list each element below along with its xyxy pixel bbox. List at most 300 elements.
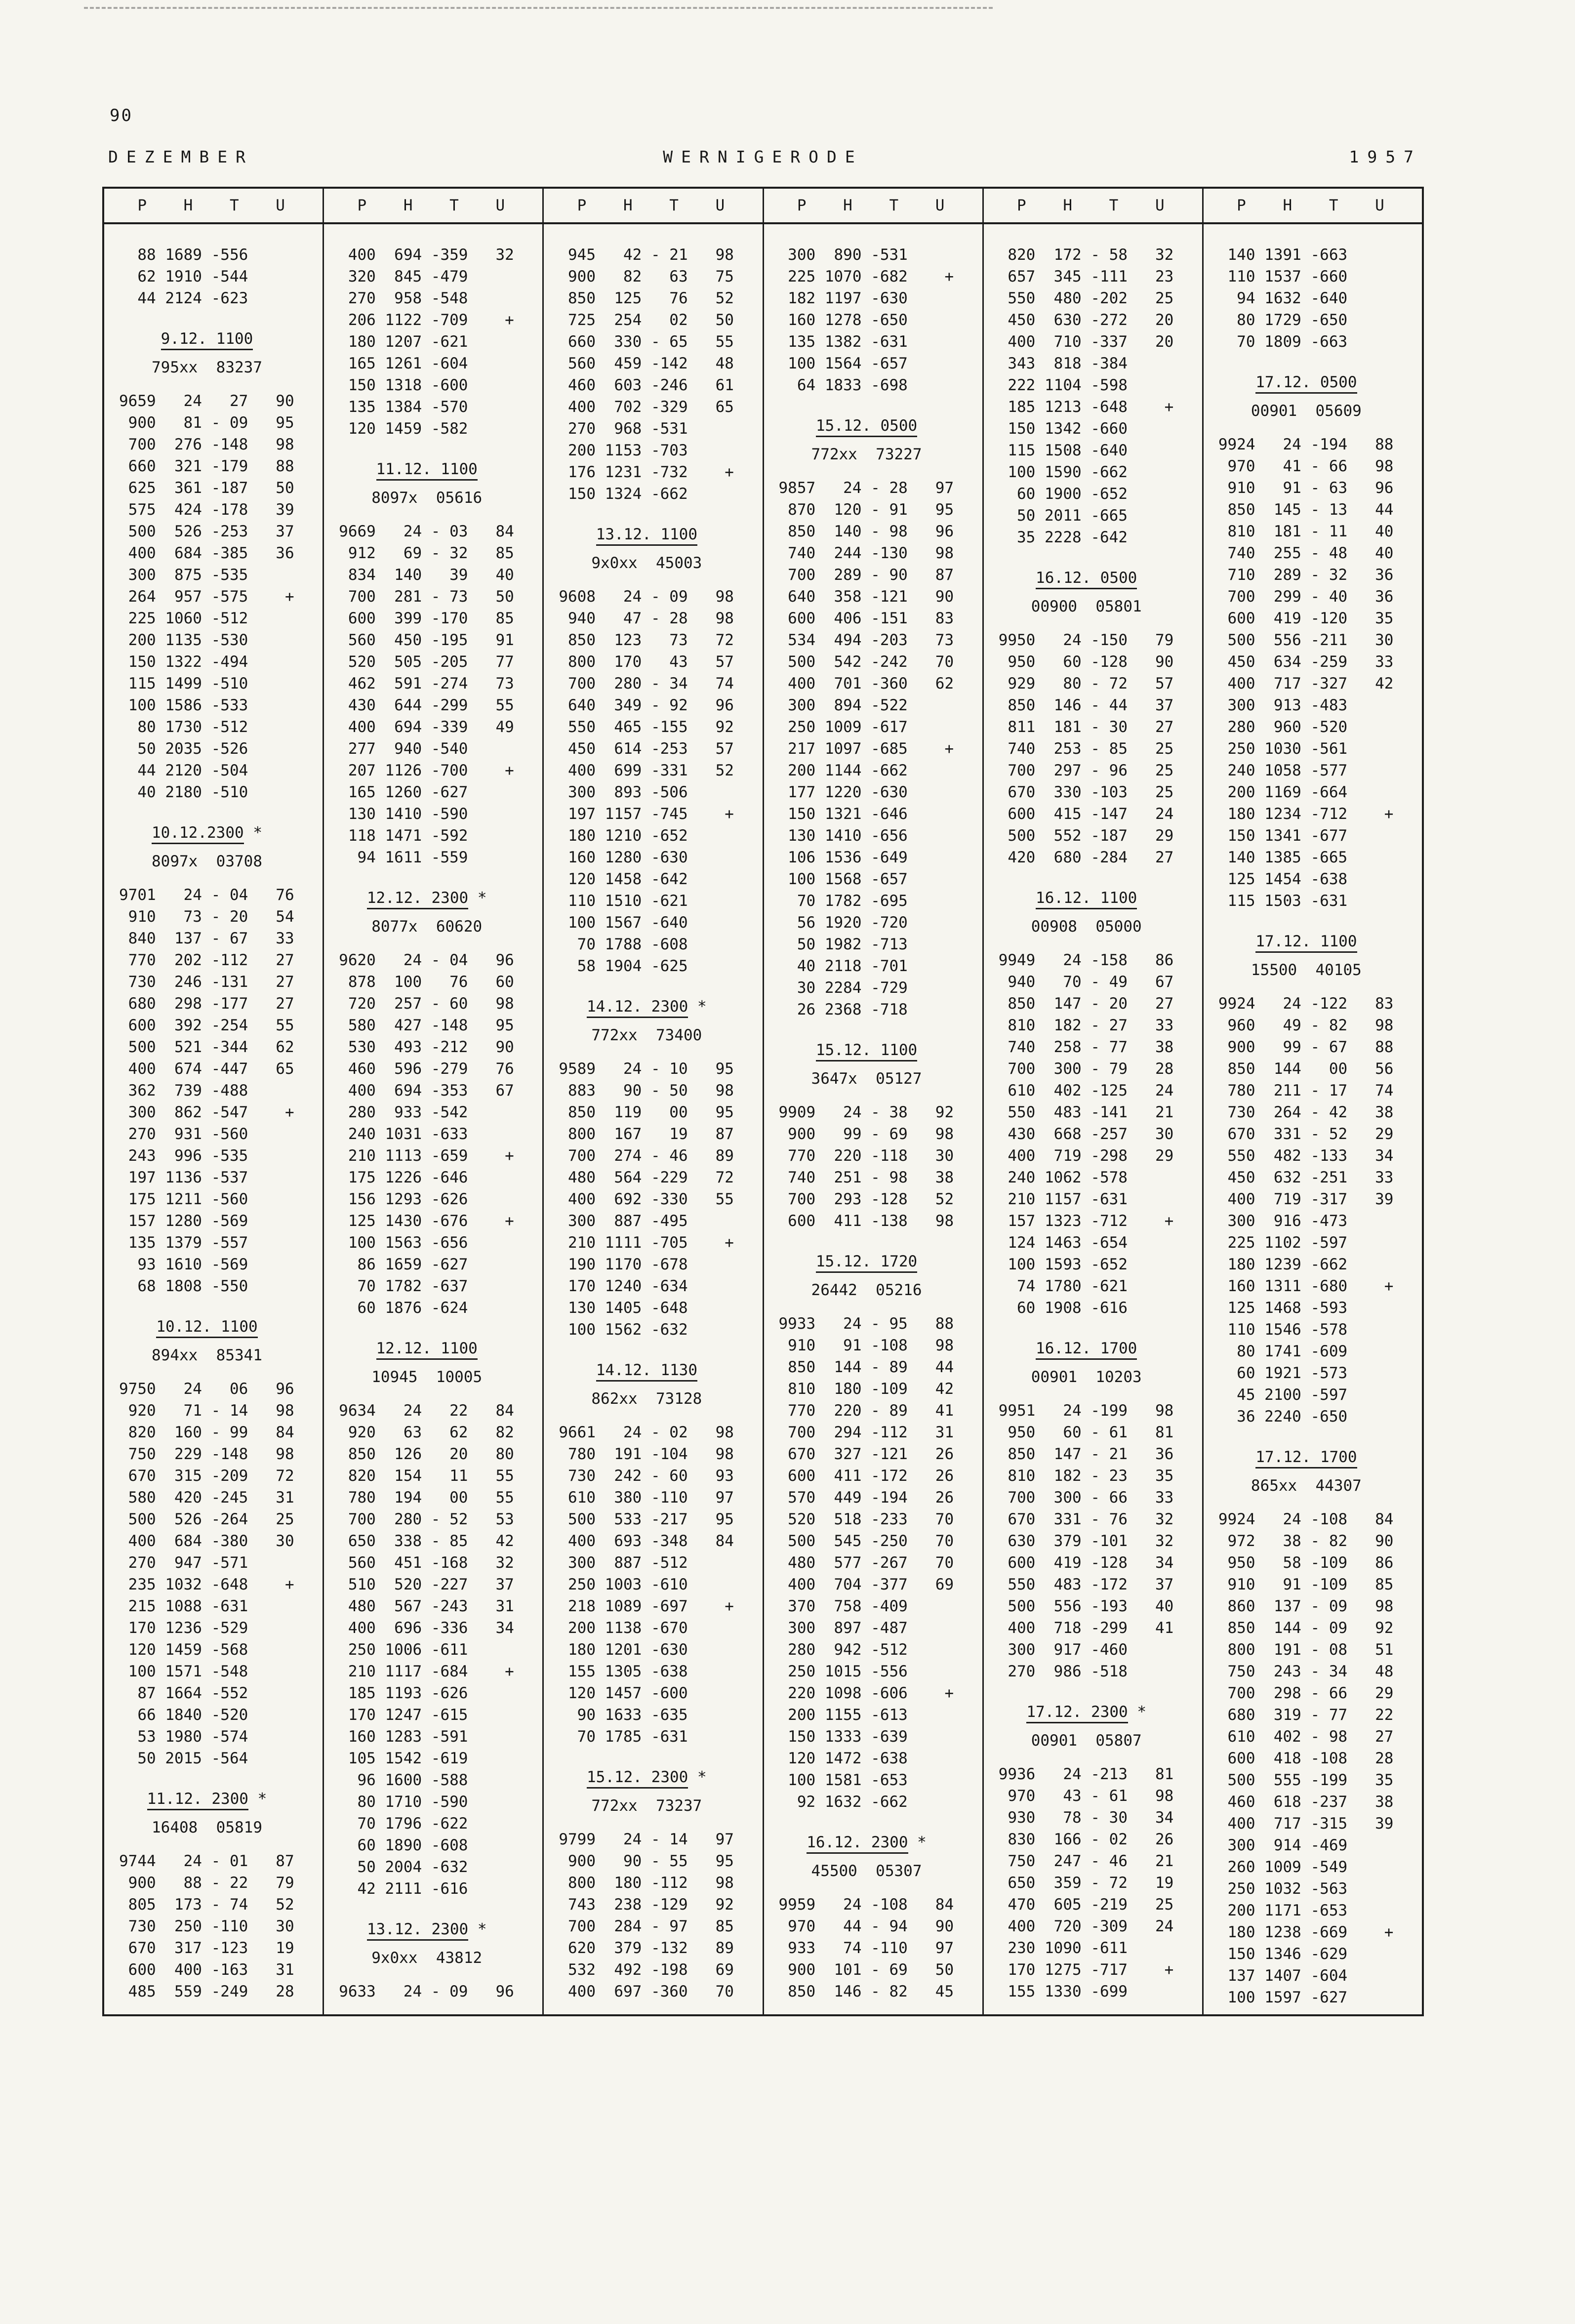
station-id: 894xx 85341	[152, 1346, 262, 1364]
data-row: 700 284 - 97 85	[559, 1917, 734, 1935]
data-row: 125 1430 -676 +	[339, 1212, 514, 1230]
data-row: 860 137 - 09 98	[1218, 1597, 1394, 1615]
data-row: 182 1197 -630	[778, 289, 908, 307]
data-row: 900 99 - 69 98	[778, 1125, 954, 1143]
data-row: 770 202 -112 27	[119, 951, 294, 969]
data-row: 264 957 -575 +	[119, 588, 294, 606]
data-row: 45 2100 -597	[1218, 1386, 1348, 1404]
data-row: 740 251 - 98 38	[778, 1169, 954, 1186]
data-row: 56 1920 -720	[778, 914, 908, 932]
station-id: 00901 05609	[1251, 402, 1362, 420]
data-row: 150 1342 -660	[998, 420, 1128, 438]
data-row: 400 694 -339 49	[339, 718, 514, 736]
data-row: 600 418 -108 28	[1218, 1750, 1394, 1767]
data-row: 650 359 - 72 19	[998, 1874, 1174, 1892]
data-row: 300 890 -531	[778, 246, 908, 264]
data-row: 700 300 - 66 33	[998, 1489, 1174, 1507]
data-row: 9701 24 - 04 76	[119, 886, 294, 904]
data-row: 200 1138 -670	[559, 1619, 688, 1637]
data-row: 120 1472 -638	[778, 1750, 908, 1767]
data-row: 35 2228 -642	[998, 529, 1128, 546]
data-row: 200 1144 -662	[778, 762, 908, 779]
sounding-date-time: 17.12. 1100	[1255, 933, 1357, 953]
data-row: 150 1333 -639	[778, 1728, 908, 1746]
data-row: 730 250 -110 30	[119, 1917, 294, 1935]
data-row: 9799 24 - 14 97	[559, 1831, 734, 1848]
data-row: 700 293 -128 52	[778, 1190, 954, 1208]
column-header-phtu: P H T U	[1218, 197, 1384, 214]
sounding-date-time: 17.12. 1700	[1255, 1448, 1357, 1468]
data-row: 770 220 - 89 41	[778, 1402, 954, 1420]
data-row: 9634 24 22 84	[339, 1402, 514, 1420]
sounding-title	[339, 1918, 515, 1940]
data-row: 120 1459 -582	[339, 420, 468, 438]
station-id: 865xx 44307	[1251, 1477, 1362, 1495]
page-header	[102, 147, 1424, 169]
data-row: 600 419 -120 35	[1218, 610, 1394, 627]
data-row: 180 1238 -669 +	[1218, 1923, 1394, 1941]
data-row: 900 99 - 67 88	[1218, 1038, 1394, 1056]
data-row: 100 1562 -632	[559, 1321, 688, 1339]
data-row: 400 717 -327 42	[1218, 675, 1394, 693]
data-row: 250 1009 -617	[778, 718, 908, 736]
data-row: 70 1782 -695	[778, 892, 908, 910]
data-row: 60 1921 -573	[1218, 1364, 1348, 1382]
page-number: 90	[110, 106, 133, 125]
data-row: 600 406 -151 83	[778, 610, 954, 627]
table-column	[544, 224, 764, 2014]
sounding-title	[1218, 1446, 1394, 1468]
data-row: 700 274 - 46 89	[559, 1147, 734, 1165]
data-row: 130 1410 -656	[778, 827, 908, 845]
data-row: 480 564 -229 72	[559, 1169, 734, 1186]
column-header-phtu: P H T U	[764, 189, 984, 222]
sounding-date-time: 14.12. 2300	[587, 998, 688, 1018]
data-row: 450 614 -253 57	[559, 740, 734, 758]
data-row: 94 1611 -559	[339, 849, 468, 866]
data-row: 575 424 -178 39	[119, 501, 294, 519]
data-row: 500 533 -217 95	[559, 1510, 734, 1528]
sounding-title	[1218, 371, 1394, 393]
data-row: 250 1032 -563	[1218, 1880, 1348, 1898]
scan-artifact	[84, 7, 993, 9]
data-row: 800 167 19 87	[559, 1125, 734, 1143]
data-row: 970 41 - 66 98	[1218, 457, 1394, 475]
star-flag: *	[688, 998, 707, 1016]
data-row: 660 330 - 65 55	[559, 333, 734, 351]
data-row: 500 542 -242 70	[778, 653, 954, 671]
data-row: 100 1564 -657	[778, 355, 908, 372]
data-row: 820 154 11 55	[339, 1467, 514, 1485]
data-row: 600 392 -254 55	[119, 1017, 294, 1034]
data-row: 9633 24 - 09 96	[339, 1983, 514, 2000]
data-row: 343 818 -384	[998, 355, 1128, 372]
data-row: 92 1632 -662	[778, 1793, 908, 1811]
data-row: 550 483 -141 21	[998, 1103, 1174, 1121]
data-row: 225 1102 -597	[1218, 1234, 1348, 1252]
data-row: 280 933 -542	[339, 1103, 468, 1121]
data-row: 600 399 -170 85	[339, 610, 514, 627]
data-row: 940 47 - 28 98	[559, 610, 734, 627]
data-row: 400 704 -377 69	[778, 1576, 954, 1593]
data-row: 470 605 -219 25	[998, 1896, 1174, 1914]
data-row: 680 319 - 77 22	[1218, 1706, 1394, 1724]
data-row: 450 630 -272 20	[998, 311, 1174, 329]
data-row: 218 1089 -697 +	[559, 1597, 734, 1615]
table-body	[104, 224, 1422, 2014]
data-row: 170 1240 -634	[559, 1277, 688, 1295]
data-row: 225 1060 -512	[119, 610, 248, 627]
station-id: 862xx 73128	[591, 1390, 702, 1408]
data-row: 670 315 -209 72	[119, 1467, 294, 1485]
sounding-title	[339, 887, 515, 909]
data-row: 430 668 -257 30	[998, 1125, 1174, 1143]
data-row: 912 69 - 32 85	[339, 544, 514, 562]
data-row: 210 1157 -631	[998, 1190, 1128, 1208]
data-row: 830 166 - 02 26	[998, 1831, 1174, 1848]
data-row: 750 229 -148 98	[119, 1445, 294, 1463]
data-row: 157 1323 -712 +	[998, 1212, 1174, 1230]
station-id: 00908 05000	[1031, 918, 1142, 936]
data-row: 9608 24 - 09 98	[559, 588, 734, 606]
sounding-date-time: 15.12. 2300	[587, 1768, 688, 1789]
data-row: 972 38 - 82 90	[1218, 1532, 1394, 1550]
data-row: 115 1503 -631	[1218, 892, 1348, 910]
data-row: 165 1261 -604	[339, 355, 468, 372]
column-header-phtu: P H T U	[324, 189, 544, 222]
data-row: 200 1153 -703	[559, 442, 688, 459]
data-row: 420 680 -284 27	[998, 849, 1174, 866]
data-row: 780 194 00 55	[339, 1489, 514, 1507]
data-row: 400 684 -385 36	[119, 544, 294, 562]
data-row: 700 276 -148 98	[119, 436, 294, 453]
data-row: 450 632 -251 33	[1218, 1169, 1394, 1186]
data-row: 277 940 -540	[339, 740, 468, 758]
data-row: 180 1210 -652	[559, 827, 688, 845]
station-id: 9x0xx 45003	[591, 554, 702, 572]
data-row: 900 81 - 09 95	[119, 414, 294, 432]
sounding-title	[559, 1359, 734, 1381]
data-row: 160 1283 -591	[339, 1728, 468, 1746]
data-row: 970 43 - 61 98	[998, 1787, 1174, 1805]
data-row: 810 182 - 27 33	[998, 1017, 1174, 1034]
data-row: 9857 24 - 28 97	[778, 479, 954, 497]
data-row: 42 2111 -616	[339, 1880, 468, 1898]
data-row: 740 253 - 85 25	[998, 740, 1174, 758]
data-row: 570 449 -194 26	[778, 1489, 954, 1507]
data-row: 160 1280 -630	[559, 849, 688, 866]
data-row: 9949 24 -158 86	[998, 951, 1174, 969]
data-row: 260 1009 -549	[1218, 1858, 1348, 1876]
data-row: 125 1468 -593	[1218, 1299, 1348, 1317]
sounding-title	[779, 1039, 955, 1061]
data-row: 60 1908 -616	[998, 1299, 1128, 1317]
data-row: 150 1346 -629	[1218, 1945, 1348, 1963]
data-row: 150 1341 -677	[1218, 827, 1348, 845]
sounding-date-time: 17.12. 0500	[1255, 373, 1357, 394]
data-row: 400 684 -380 30	[119, 1532, 294, 1550]
data-row: 800 191 - 08 51	[1218, 1641, 1394, 1659]
data-row: 883 90 - 50 98	[559, 1082, 734, 1100]
data-row: 800 170 43 57	[559, 653, 734, 671]
data-row: 270 931 -560	[119, 1125, 248, 1143]
data-row: 550 483 -172 37	[998, 1576, 1174, 1593]
data-row: 805 173 - 74 52	[119, 1896, 294, 1914]
data-row: 230 1090 -611	[998, 1939, 1128, 1957]
data-row: 185 1213 -648 +	[998, 398, 1174, 416]
data-row: 900 88 - 22 79	[119, 1874, 294, 1892]
data-row: 750 247 - 46 21	[998, 1852, 1174, 1870]
data-row: 280 942 -512	[778, 1641, 908, 1659]
sounding-date-time: 12.12. 2300	[367, 889, 468, 909]
data-row: 400 674 -447 65	[119, 1060, 294, 1078]
data-row: 945 42 - 21 98	[559, 246, 734, 264]
star-flag: *	[243, 824, 262, 842]
data-row: 70 1788 -608	[559, 936, 688, 953]
data-row: 200 1135 -530	[119, 631, 248, 649]
data-row: 180 1201 -630	[559, 1641, 688, 1659]
star-flag: *	[468, 889, 487, 907]
sounding-title	[999, 567, 1174, 589]
data-row: 86 1659 -627	[339, 1256, 468, 1273]
data-row: 300 875 -535	[119, 566, 248, 584]
data-row: 850 140 - 98 96	[778, 523, 954, 540]
data-row: 630 379 -101 32	[998, 1532, 1174, 1550]
data-row: 9959 24 -108 84	[778, 1896, 954, 1914]
data-row: 700 299 - 40 36	[1218, 588, 1394, 606]
data-row: 500 556 -211 30	[1218, 631, 1394, 649]
data-row: 970 44 - 94 90	[778, 1917, 954, 1935]
sounding-date-time: 10.12.2300	[152, 824, 244, 844]
data-row: 900 82 63 75	[559, 268, 734, 285]
data-row: 94 1632 -640	[1218, 289, 1348, 307]
data-row: 240 1031 -633	[339, 1125, 468, 1143]
data-row: 550 482 -133 34	[1218, 1147, 1394, 1165]
data-row: 550 465 -155 92	[559, 718, 734, 736]
data-row: 810 182 - 23 35	[998, 1467, 1174, 1485]
data-row: 834 140 39 40	[339, 566, 514, 584]
data-row: 50 2015 -564	[119, 1750, 248, 1767]
data-row: 850 146 - 82 45	[778, 1983, 954, 2000]
data-row: 900 90 - 55 95	[559, 1852, 734, 1870]
data-row: 600 419 -128 34	[998, 1554, 1174, 1572]
data-row: 180 1207 -621	[339, 333, 468, 351]
year-label: 1957	[1349, 147, 1422, 166]
data-row: 600 400 -163 31	[119, 1961, 294, 1979]
data-row: 532 492 -198 69	[559, 1961, 734, 1979]
sounding-title	[779, 1832, 955, 1853]
sounding-date-time: 16.12. 1700	[1036, 1340, 1137, 1360]
data-row: 700 281 - 73 50	[339, 588, 514, 606]
data-row: 850 147 - 21 36	[998, 1445, 1174, 1463]
data-row: 400 694 -353 67	[339, 1082, 514, 1100]
data-row: 9933 24 - 95 88	[778, 1315, 954, 1333]
data-row: 700 298 - 66 29	[1218, 1684, 1394, 1702]
sounding-date-time: 11.12. 2300	[147, 1790, 248, 1810]
data-row: 580 420 -245 31	[119, 1489, 294, 1507]
data-row: 740 258 - 77 38	[998, 1038, 1174, 1056]
data-row: 720 257 - 60 98	[339, 995, 514, 1013]
data-row: 100 1593 -652	[998, 1256, 1128, 1273]
data-row: 157 1280 -569	[119, 1212, 248, 1230]
station-id: 8097x 03708	[152, 853, 262, 870]
data-row: 175 1211 -560	[119, 1190, 248, 1208]
data-row: 210 1117 -684 +	[339, 1663, 514, 1680]
data-row: 485 559 -249 28	[119, 1983, 294, 2000]
data-row: 534 494 -203 73	[778, 631, 954, 649]
data-row: 530 493 -212 90	[339, 1038, 514, 1056]
data-row: 700 280 - 52 53	[339, 1510, 514, 1528]
sounding-date-time: 15.12. 0500	[816, 417, 917, 437]
sounding-date-time: 15.12. 1100	[816, 1041, 917, 1061]
data-row: 270 958 -548	[339, 289, 468, 307]
data-row: 660 321 -179 88	[119, 457, 294, 475]
data-row: 115 1508 -640	[998, 442, 1128, 459]
data-row: 60 1890 -608	[339, 1836, 468, 1854]
data-row: 58 1904 -625	[559, 957, 688, 975]
data-row: 150 1322 -494	[119, 653, 248, 671]
data-row: 190 1170 -678	[559, 1256, 688, 1273]
data-row: 80 1730 -512	[119, 718, 248, 736]
star-flag: *	[468, 1920, 487, 1938]
data-row: 640 349 - 92 96	[559, 696, 734, 714]
data-row: 200 1155 -613	[778, 1706, 908, 1724]
data-row: 176 1231 -732 +	[559, 463, 734, 481]
data-row: 300 893 -506	[559, 783, 688, 801]
sounding-date-time: 9.12. 1100	[161, 330, 253, 350]
data-row: 500 526 -264 25	[119, 1510, 294, 1528]
data-row: 210 1113 -659 +	[339, 1147, 514, 1165]
data-row: 270 968 -531	[559, 420, 688, 438]
data-row: 950 58 -109 86	[1218, 1554, 1394, 1572]
data-row: 910 91 -108 98	[778, 1337, 954, 1354]
data-row: 9924 24 -194 88	[1218, 436, 1394, 453]
data-row: 300 862 -547 +	[119, 1103, 294, 1121]
data-row: 400 697 -360 70	[559, 1983, 734, 2000]
data-row: 400 702 -329 65	[559, 398, 734, 416]
data-row: 610 380 -110 97	[559, 1489, 734, 1507]
data-row: 370 758 -409	[778, 1597, 908, 1615]
data-row: 700 300 - 79 28	[998, 1060, 1174, 1078]
data-row: 150 1321 -646	[778, 805, 908, 823]
data-row: 300 916 -473	[1218, 1212, 1348, 1230]
data-row: 560 451 -168 32	[339, 1554, 514, 1572]
data-row: 460 618 -237 38	[1218, 1793, 1394, 1811]
data-row: 929 80 - 72 57	[998, 675, 1174, 693]
data-row: 680 298 -177 27	[119, 995, 294, 1013]
data-row: 320 845 -479	[339, 268, 468, 285]
data-row: 115 1499 -510	[119, 675, 248, 693]
data-row: 74 1780 -621	[998, 1277, 1128, 1295]
station-id: 795xx 83237	[152, 359, 262, 376]
data-row: 124 1463 -654	[998, 1234, 1128, 1252]
data-row: 60 1900 -652	[998, 485, 1128, 503]
sounding-title	[1218, 931, 1394, 952]
data-row: 780 191 -104 98	[559, 1445, 734, 1463]
data-row: 400 692 -330 55	[559, 1190, 734, 1208]
data-row: 400 699 -331 52	[559, 762, 734, 779]
data-row: 933 74 -110 97	[778, 1939, 954, 1957]
column-header-phtu: P H T U	[984, 189, 1204, 222]
data-row: 550 480 -202 25	[998, 289, 1174, 307]
sounding-title	[999, 887, 1174, 909]
data-row: 64 1833 -698	[778, 376, 908, 394]
data-row: 44 2124 -623	[119, 289, 248, 307]
data-row: 200 1169 -664	[1218, 783, 1348, 801]
data-row: 90 1633 -635	[559, 1706, 688, 1724]
station-id: 9x0xx 43812	[371, 1949, 483, 1967]
data-row: 820 160 - 99 84	[119, 1424, 294, 1441]
data-row: 462 591 -274 73	[339, 675, 514, 693]
data-row: 710 289 - 32 36	[1218, 566, 1394, 584]
sounding-date-time: 13.12. 2300	[367, 1920, 468, 1941]
data-row: 30 2284 -729	[778, 979, 908, 997]
data-row: 850 145 - 13 44	[1218, 501, 1394, 519]
data-row: 600 411 -138 98	[778, 1212, 954, 1230]
sounding-date-time: 16.12. 2300	[807, 1834, 908, 1854]
data-row: 44 2120 -504	[119, 762, 248, 779]
data-row: 950 60 - 61 81	[998, 1424, 1174, 1441]
data-row: 500 526 -253 37	[119, 523, 294, 540]
data-row: 670 330 -103 25	[998, 783, 1174, 801]
data-row: 40 2118 -701	[778, 957, 908, 975]
data-row: 480 577 -267 70	[778, 1554, 954, 1572]
data-row: 811 181 - 30 27	[998, 718, 1174, 736]
data-row: 210 1111 -705 +	[559, 1234, 734, 1252]
column-header-phtu: P H T U	[544, 189, 764, 222]
data-row: 780 211 - 17 74	[1218, 1082, 1394, 1100]
data-row: 160 1278 -650	[778, 311, 908, 329]
data-row: 217 1097 -685 +	[778, 740, 954, 758]
data-row: 105 1542 -619	[339, 1750, 468, 1767]
data-row: 400 719 -298 29	[998, 1147, 1174, 1165]
data-row: 700 294 -112 31	[778, 1424, 954, 1441]
data-row: 820 172 - 58 32	[998, 246, 1174, 264]
data-row: 50 2004 -632	[339, 1858, 468, 1876]
data-row: 520 518 -233 70	[778, 1510, 954, 1528]
data-row: 9909 24 - 38 92	[778, 1103, 954, 1121]
data-row: 9620 24 - 04 96	[339, 951, 514, 969]
data-row: 165 1260 -627	[339, 783, 468, 801]
data-row: 80 1710 -590	[339, 1793, 468, 1811]
data-row: 9951 24 -199 98	[998, 1402, 1174, 1420]
data-row: 9750 24 06 96	[119, 1380, 294, 1398]
data-row: 670 331 - 76 32	[998, 1510, 1174, 1528]
data-row: 770 220 -118 30	[778, 1147, 954, 1165]
sounding-date-time: 13.12. 1100	[596, 526, 697, 546]
data-row: 670 327 -121 26	[778, 1445, 954, 1463]
data-row: 740 255 - 48 40	[1218, 544, 1394, 562]
data-row: 810 180 -109 42	[778, 1380, 954, 1398]
data-row: 9950 24 -150 79	[998, 631, 1174, 649]
data-row: 240 1058 -577	[1218, 762, 1348, 779]
data-row: 50 2035 -526	[119, 740, 248, 758]
data-row: 600 411 -172 26	[778, 1467, 954, 1485]
data-row: 400 693 -348 84	[559, 1532, 734, 1550]
data-row: 100 1590 -662	[998, 463, 1128, 481]
data-row: 362 739 -488	[119, 1082, 248, 1100]
data-row: 620 379 -132 89	[559, 1939, 734, 1957]
data-row: 110 1510 -621	[559, 892, 688, 910]
data-row: 100 1586 -533	[119, 696, 248, 714]
data-row: 850 125 76 52	[559, 289, 734, 307]
sounding-title	[559, 1766, 734, 1788]
data-row: 520 505 -205 77	[339, 653, 514, 671]
data-row: 70 1809 -663	[1218, 333, 1348, 351]
sounding-title	[119, 822, 295, 844]
data-row: 110 1537 -660	[1218, 268, 1348, 285]
data-row: 9744 24 - 01 87	[119, 1852, 294, 1870]
